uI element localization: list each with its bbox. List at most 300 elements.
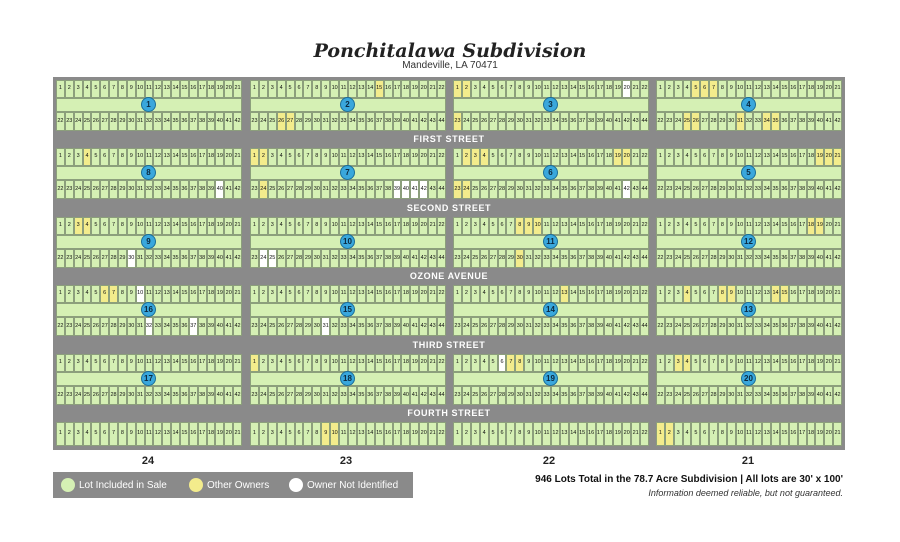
lot-cell: 13 [162, 80, 171, 98]
lot-cell: 16 [384, 148, 393, 166]
lot-cell: 33 [753, 386, 762, 405]
lot-cell: 20 [622, 354, 631, 372]
lot-cell: 26 [91, 386, 100, 405]
block-number-badge: 15 [340, 302, 355, 317]
lot-cell: 6 [295, 285, 304, 303]
lot-cell: 31 [524, 112, 533, 131]
lot-cell: 42 [833, 112, 842, 131]
lot-cell: 37 [789, 112, 798, 131]
lot-cell: 25 [83, 317, 92, 336]
lot-cell: 18 [807, 148, 816, 166]
lot-cell: 2 [462, 422, 471, 446]
lot-cell: 20 [419, 285, 428, 303]
lot-cell: 23 [453, 180, 462, 199]
street-label-first: FIRST STREET [53, 133, 845, 145]
lot-cell: 38 [384, 180, 393, 199]
lot-cell: 17 [198, 217, 207, 235]
lot-cell: 3 [74, 354, 83, 372]
lot-cell: 29 [118, 317, 127, 336]
lot-cell: 8 [515, 80, 524, 98]
lot-cell: 32 [745, 112, 754, 131]
lot-cell: 17 [393, 354, 402, 372]
lot-cell: 24 [74, 180, 83, 199]
lot-cell: 7 [109, 148, 118, 166]
lot-cell: 20 [419, 80, 428, 98]
lot-cell: 33 [339, 317, 348, 336]
lot-cell: 5 [489, 285, 498, 303]
lot-cell: 10 [136, 217, 145, 235]
lot-cell: 16 [384, 422, 393, 446]
lot-cell: 33 [339, 386, 348, 405]
lot-cell: 24 [462, 249, 471, 268]
lot-cell: 36 [780, 112, 789, 131]
lot-cell: 2 [462, 354, 471, 372]
lot-cell: 19 [815, 354, 824, 372]
lot-cell: 26 [91, 249, 100, 268]
lot-cell: 5 [91, 354, 100, 372]
lot-cell: 2 [665, 80, 674, 98]
lot-cell: 7 [109, 80, 118, 98]
lot-cell: 42 [622, 249, 631, 268]
lot-cell: 28 [295, 180, 304, 199]
lot-cell: 23 [665, 180, 674, 199]
lot-cell: 36 [569, 249, 578, 268]
lot-cell: 24 [674, 317, 683, 336]
lot-cell: 2 [259, 285, 268, 303]
lot-cell: 40 [604, 180, 613, 199]
lot-cell: 10 [136, 80, 145, 98]
lot-cell: 9 [127, 354, 136, 372]
lot-cell: 13 [357, 422, 366, 446]
lot-cell: 17 [596, 285, 605, 303]
lot-cell: 11 [542, 422, 551, 446]
lot-cell: 44 [640, 317, 649, 336]
lot-cell: 41 [224, 112, 233, 131]
lot-cell: 7 [303, 354, 312, 372]
lot-cell: 42 [622, 386, 631, 405]
street-label-fourth: FOURTH STREET [53, 407, 845, 419]
lot-cell: 29 [506, 386, 515, 405]
lot-cell: 16 [587, 354, 596, 372]
lot-cell: 34 [762, 180, 771, 199]
lot-cell: 9 [727, 148, 736, 166]
lot-cell: 14 [171, 285, 180, 303]
lot-cell: 9 [727, 422, 736, 446]
lot-cell: 16 [789, 148, 798, 166]
lot-cell: 22 [56, 180, 65, 199]
lot-cell: 20 [622, 217, 631, 235]
lot-cell: 33 [153, 180, 162, 199]
lot-cell: 11 [542, 285, 551, 303]
lot-cell: 29 [506, 112, 515, 131]
lot-cell: 27 [489, 249, 498, 268]
lot-cell: 44 [437, 317, 446, 336]
lot-cell: 20 [224, 80, 233, 98]
lot-cell: 16 [189, 354, 198, 372]
legend-swatch-none [289, 478, 303, 492]
lot-cell: 9 [127, 80, 136, 98]
lot-cell: 25 [83, 112, 92, 131]
lot-cell: 21 [233, 354, 242, 372]
lot-cell: 13 [357, 285, 366, 303]
lot-cell: 17 [198, 285, 207, 303]
lot-cell: 2 [259, 148, 268, 166]
lot-cell: 2 [665, 422, 674, 446]
lot-cell: 36 [780, 249, 789, 268]
lot-cell: 39 [393, 317, 402, 336]
lot-cell: 40 [604, 249, 613, 268]
lot-cell: 18 [207, 148, 216, 166]
lot-cell: 34 [162, 249, 171, 268]
lot-cell: 17 [198, 148, 207, 166]
lot-cell: 15 [180, 422, 189, 446]
lot-cell: 25 [83, 180, 92, 199]
lot-cell: 8 [118, 422, 127, 446]
lot-cell: 36 [569, 386, 578, 405]
lot-cell: 29 [118, 112, 127, 131]
lot-cell: 28 [709, 112, 718, 131]
lot-cell: 30 [727, 317, 736, 336]
lot-cell: 28 [109, 180, 118, 199]
lot-cell: 25 [268, 317, 277, 336]
lot-cell: 40 [401, 386, 410, 405]
lot-cell: 4 [83, 148, 92, 166]
lot-cell: 16 [189, 422, 198, 446]
lot-cell: 16 [189, 80, 198, 98]
lot-cell: 14 [569, 80, 578, 98]
lot-cell: 44 [640, 112, 649, 131]
lot-cell: 31 [524, 317, 533, 336]
street-label-ozone: OZONE AVENUE [53, 270, 845, 282]
lot-cell: 39 [207, 249, 216, 268]
lot-cell: 35 [171, 180, 180, 199]
lot-cell: 19 [613, 80, 622, 98]
lot-cell: 8 [515, 148, 524, 166]
lot-cell: 42 [622, 317, 631, 336]
lot-cell: 6 [498, 422, 507, 446]
lot-cell: 41 [410, 317, 419, 336]
lot-cell: 29 [303, 386, 312, 405]
lot-cell: 7 [303, 217, 312, 235]
lot-cell: 38 [198, 386, 207, 405]
lot-cell: 3 [471, 285, 480, 303]
lot-cell: 19 [215, 354, 224, 372]
lot-cell: 7 [109, 354, 118, 372]
lot-cell: 14 [366, 354, 375, 372]
lot-cell: 5 [91, 80, 100, 98]
lot-cell: 42 [233, 249, 242, 268]
lot-cell: 11 [339, 354, 348, 372]
lot-cell: 31 [736, 180, 745, 199]
lot-cell: 41 [613, 386, 622, 405]
lot-cell: 36 [366, 249, 375, 268]
lot-cell: 2 [665, 148, 674, 166]
lot-cell: 23 [453, 386, 462, 405]
lot-cell: 9 [321, 148, 330, 166]
lot-cell: 1 [56, 422, 65, 446]
lot-cell: 15 [578, 285, 587, 303]
lot-cell: 5 [286, 148, 295, 166]
lot-cell: 34 [551, 180, 560, 199]
lot-cell: 9 [321, 422, 330, 446]
lot-cell: 19 [815, 148, 824, 166]
lot-cell: 42 [833, 249, 842, 268]
lot-cell: 15 [780, 217, 789, 235]
lot-cell: 31 [136, 317, 145, 336]
lot-cell: 30 [312, 317, 321, 336]
lot-cell: 18 [604, 80, 613, 98]
lot-cell: 3 [268, 354, 277, 372]
lot-cell: 26 [277, 249, 286, 268]
lot-cell: 28 [295, 386, 304, 405]
lot-cell: 21 [428, 422, 437, 446]
lot-cell: 20 [622, 422, 631, 446]
lot-cell: 1 [656, 422, 665, 446]
lot-cell: 12 [153, 148, 162, 166]
lot-cell: 27 [489, 317, 498, 336]
lot-cell: 28 [295, 249, 304, 268]
legend-item-sale [61, 477, 167, 493]
lot-cell: 41 [824, 112, 833, 131]
lot-cell: 21 [428, 80, 437, 98]
lot-cell: 19 [410, 217, 419, 235]
lot-cell: 18 [604, 285, 613, 303]
lot-cell: 18 [207, 354, 216, 372]
lot-cell: 25 [268, 249, 277, 268]
lot-cell: 24 [259, 386, 268, 405]
lot-cell: 4 [480, 422, 489, 446]
lot-cell: 5 [286, 422, 295, 446]
lot-cell: 38 [587, 112, 596, 131]
lot-cell: 37 [189, 249, 198, 268]
lot-cell: 1 [250, 80, 259, 98]
lot-cell: 15 [578, 148, 587, 166]
lot-cell: 6 [100, 217, 109, 235]
lot-cell: 6 [700, 285, 709, 303]
lot-cell: 28 [709, 180, 718, 199]
lot-cell: 20 [824, 148, 833, 166]
lot-cell: 37 [375, 180, 384, 199]
lot-cell: 22 [437, 217, 446, 235]
lot-cell: 14 [771, 80, 780, 98]
lot-cell: 37 [578, 249, 587, 268]
lot-cell: 33 [153, 386, 162, 405]
lot-cell: 28 [498, 249, 507, 268]
lot-cell: 30 [515, 249, 524, 268]
lot-cell: 6 [498, 80, 507, 98]
lot-cell: 37 [789, 249, 798, 268]
lot-cell: 8 [515, 285, 524, 303]
lot-cell: 2 [65, 422, 74, 446]
lot-cell: 33 [339, 180, 348, 199]
lot-cell: 22 [56, 386, 65, 405]
lot-cell: 4 [83, 354, 92, 372]
block-number-badge: 2 [340, 97, 355, 112]
lot-cell: 12 [153, 422, 162, 446]
lot-cell: 15 [375, 148, 384, 166]
lot-cell: 2 [665, 217, 674, 235]
lot-cell: 17 [596, 148, 605, 166]
lot-cell: 14 [771, 217, 780, 235]
lot-cell: 21 [833, 148, 842, 166]
lot-cell: 14 [171, 80, 180, 98]
lot-cell: 12 [153, 285, 162, 303]
lot-cell: 32 [745, 317, 754, 336]
lot-cell: 21 [428, 285, 437, 303]
lot-cell: 14 [771, 354, 780, 372]
lot-cell: 10 [330, 217, 339, 235]
lot-cell: 39 [207, 112, 216, 131]
lot-cell: 6 [700, 80, 709, 98]
lot-cell: 24 [674, 180, 683, 199]
lot-cell: 20 [224, 217, 233, 235]
lot-cell: 17 [798, 217, 807, 235]
lot-cell: 35 [171, 249, 180, 268]
lot-cell: 17 [393, 422, 402, 446]
lot-cell: 14 [366, 217, 375, 235]
lot-cell: 4 [83, 422, 92, 446]
lot-cell: 22 [437, 285, 446, 303]
lot-cell: 19 [215, 80, 224, 98]
lot-cell: 26 [691, 317, 700, 336]
block-number-badge: 5 [741, 165, 756, 180]
lot-cell: 1 [453, 80, 462, 98]
lot-cell: 39 [393, 180, 402, 199]
lot-cell: 15 [180, 148, 189, 166]
lot-cell: 12 [153, 354, 162, 372]
lot-cell: 22 [56, 112, 65, 131]
lot-cell: 9 [727, 354, 736, 372]
lot-cell: 10 [330, 354, 339, 372]
lot-cell: 16 [384, 217, 393, 235]
lot-cell: 43 [631, 386, 640, 405]
lot-cell: 10 [736, 285, 745, 303]
lot-cell: 2 [65, 80, 74, 98]
lot-cell: 15 [375, 422, 384, 446]
lot-cell: 2 [65, 354, 74, 372]
lot-cell: 28 [498, 317, 507, 336]
lot-cell: 40 [401, 249, 410, 268]
lot-cell: 15 [578, 422, 587, 446]
lot-cell: 38 [587, 317, 596, 336]
lot-cell: 39 [807, 386, 816, 405]
lot-cell: 30 [515, 180, 524, 199]
lot-cell: 10 [330, 148, 339, 166]
lot-cell: 20 [824, 354, 833, 372]
lot-cell: 38 [198, 180, 207, 199]
lot-cell: 17 [798, 285, 807, 303]
lot-cell: 43 [428, 180, 437, 199]
lot-cell: 8 [718, 80, 727, 98]
lot-cell: 6 [700, 148, 709, 166]
lot-cell: 20 [224, 422, 233, 446]
lot-cell: 10 [330, 80, 339, 98]
lot-cell: 37 [375, 112, 384, 131]
lot-cell: 23 [250, 386, 259, 405]
lot-cell: 1 [56, 148, 65, 166]
lot-cell: 36 [780, 317, 789, 336]
lot-cell: 27 [700, 112, 709, 131]
lot-cell: 34 [551, 112, 560, 131]
lot-cell: 37 [789, 180, 798, 199]
lot-cell: 1 [250, 148, 259, 166]
lot-cell: 41 [410, 180, 419, 199]
lot-cell: 14 [569, 217, 578, 235]
lot-cell: 5 [489, 354, 498, 372]
lot-cell: 8 [718, 285, 727, 303]
column-number-24: 24 [141, 455, 155, 467]
lot-cell: 26 [480, 112, 489, 131]
lot-cell: 40 [401, 180, 410, 199]
lot-cell: 8 [312, 217, 321, 235]
lot-cell: 32 [533, 317, 542, 336]
lot-cell: 12 [753, 354, 762, 372]
lot-cell: 22 [437, 422, 446, 446]
lot-cell: 6 [295, 422, 304, 446]
lot-cell: 1 [453, 285, 462, 303]
lot-cell: 1 [250, 285, 259, 303]
lot-cell: 44 [640, 386, 649, 405]
legend-item-other [189, 477, 269, 493]
lot-cell: 21 [233, 80, 242, 98]
lot-cell: 31 [136, 386, 145, 405]
lot-cell: 39 [596, 386, 605, 405]
lot-cell: 27 [286, 249, 295, 268]
lot-cell: 16 [189, 148, 198, 166]
lot-cell: 7 [709, 80, 718, 98]
lot-cell: 18 [207, 217, 216, 235]
lot-cell: 7 [506, 80, 515, 98]
lot-cell: 6 [498, 217, 507, 235]
lot-cell: 22 [656, 112, 665, 131]
lot-cell: 17 [393, 80, 402, 98]
lot-cell: 4 [683, 422, 692, 446]
lot-cell: 22 [437, 80, 446, 98]
lot-cell: 5 [691, 148, 700, 166]
lot-cell: 12 [348, 217, 357, 235]
lot-cell: 13 [762, 148, 771, 166]
lot-cell: 39 [596, 112, 605, 131]
lot-cell: 37 [789, 317, 798, 336]
subdivision-map [53, 77, 845, 450]
lot-cell: 9 [727, 285, 736, 303]
lot-cell: 27 [489, 180, 498, 199]
lot-cell: 38 [198, 112, 207, 131]
lot-cell: 30 [127, 317, 136, 336]
lot-cell: 9 [127, 217, 136, 235]
lot-cell: 34 [162, 386, 171, 405]
lot-cell: 39 [596, 249, 605, 268]
lot-cell: 6 [700, 422, 709, 446]
lot-cell: 30 [515, 317, 524, 336]
lot-cell: 42 [833, 180, 842, 199]
lot-cell: 34 [551, 386, 560, 405]
lot-cell: 21 [233, 217, 242, 235]
lot-cell: 21 [428, 148, 437, 166]
lot-cell: 35 [357, 317, 366, 336]
lot-cell: 14 [366, 80, 375, 98]
lot-cell: 11 [145, 217, 154, 235]
lot-cell: 40 [401, 112, 410, 131]
lot-cell: 40 [815, 249, 824, 268]
lot-cell: 38 [798, 180, 807, 199]
lot-cell: 5 [691, 80, 700, 98]
lot-cell: 28 [709, 249, 718, 268]
lot-cell: 11 [145, 80, 154, 98]
lot-cell: 8 [515, 422, 524, 446]
lot-cell: 11 [145, 422, 154, 446]
lot-cell: 23 [65, 317, 74, 336]
